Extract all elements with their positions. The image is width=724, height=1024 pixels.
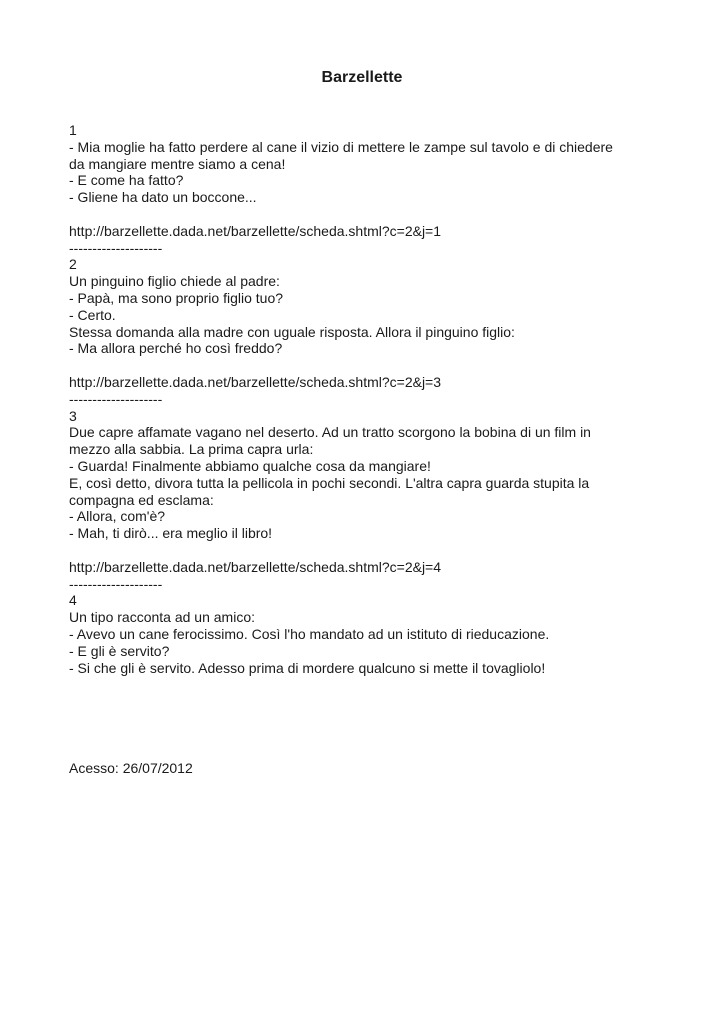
joke-number: 1 [69, 122, 77, 138]
joke-line: Un tipo racconta ad un amico: [69, 609, 255, 626]
joke-number: 3 [69, 407, 77, 424]
spacer [69, 206, 654, 223]
joke-line: Due capre affamate vagano nel deserto. Ad un tratto scorgono la bobina di un film in [69, 424, 591, 441]
source-url: http://barzellette.dada.net/barzellette/scheda.shtml?c=2&j=4 [69, 558, 442, 575]
joke-line: - Guarda! Finalmente abbiamo qualche cosa da mangiare! [69, 457, 431, 474]
separator: -------------------- [69, 239, 163, 256]
joke-1 [69, 122, 654, 256]
joke-line: - Mia moglie ha fatto perdere al cane il vizio di mettere le zampe sul tavolo e di chiedere [69, 138, 613, 155]
joke-line: - Si che gli è servito. Adesso prima di mordere qualcuno si mette il tovagliolo! [69, 659, 546, 676]
joke-line: - Gliene ha dato un boccone... [69, 189, 257, 206]
joke-line: - E gli è servito? [69, 642, 170, 659]
source-url: http://barzellette.dada.net/barzellette/scheda.shtml?c=2&j=3 [69, 373, 442, 390]
page-title: Barzellette [321, 69, 403, 86]
jokes-content [69, 122, 654, 676]
source-url: http://barzellette.dada.net/barzellette/scheda.shtml?c=2&j=1 [69, 222, 442, 239]
joke-line: - Ma allora perché ho così freddo? [69, 340, 283, 357]
joke-line: compagna ed esclama: [69, 491, 214, 508]
joke-4 [69, 592, 654, 676]
joke-line: E, così detto, divora tutta la pellicola in pochi secondi. L'altra capra guarda stupita la [69, 474, 590, 491]
joke-number: 2 [69, 256, 77, 273]
spacer [69, 357, 654, 374]
joke-line: - Avevo un cane ferocissimo. Così l'ho mandato ad un istituto di rieducazione. [69, 625, 550, 642]
joke-3 [69, 408, 654, 593]
joke-line: - E come ha fatto? [69, 172, 184, 189]
joke-line: - Allora, com'è? [69, 508, 166, 525]
joke-line: mezzo alla sabbia. La prima capra urla: [69, 441, 314, 458]
joke-line: da mangiare mentre siamo a cena! [69, 155, 286, 172]
joke-line: - Certo. [69, 306, 116, 323]
separator: -------------------- [69, 575, 163, 592]
separator: -------------------- [69, 390, 163, 407]
joke-number: 4 [69, 592, 77, 609]
joke-line: Un pinguino figlio chiede al padre: [69, 273, 280, 290]
access-date: Acesso: 26/07/2012 [69, 760, 193, 776]
spacer [69, 542, 654, 559]
joke-line: - Papà, ma sono proprio figlio tuo? [69, 289, 284, 306]
joke-2 [69, 256, 654, 407]
joke-line: - Mah, ti dirò... era meglio il libro! [69, 525, 273, 542]
joke-line: Stessa domanda alla madre con uguale risposta. Allora il pinguino figlio: [69, 323, 515, 340]
